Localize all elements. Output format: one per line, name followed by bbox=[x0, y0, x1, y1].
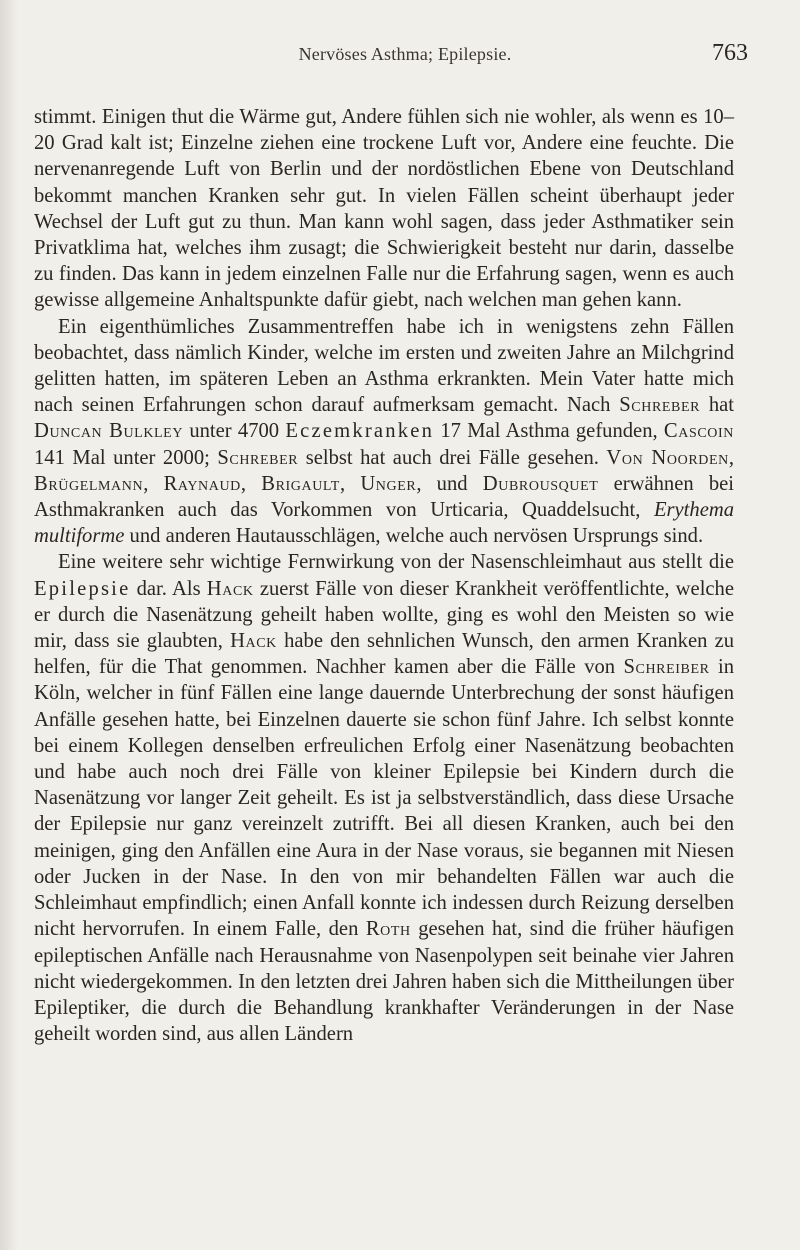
author-name: Raynaud bbox=[163, 472, 241, 495]
page-number: 763 bbox=[712, 40, 748, 66]
running-head: Nervöses Asthma; Epilepsie. bbox=[298, 44, 512, 64]
author-name: Brigault bbox=[261, 472, 340, 495]
paragraph-epilepsy: Eine weitere sehr wichtige Fernwirkung von der Nasenschleimhaut aus stellt die Epilepsie dar. Als Hack zuerst Fälle von dieser Krankheit veröffentlichte, welche er durch die Nasenätzung geheilt haben wollte, ging es wohl den Meisten so wie mir, dass sie glaubten, Hack habe den sehnlichen Wunsch, den armen Kranken zu helfen, für die That genommen. Nachher kamen aber die Fälle von Schreiber in Köln, welcher in fünf Fällen eine lange dauernde Unterbrechung der sonst häufigen Anfälle gesehen hatte, bei Einzelnen dauerte sie schon fünf Jahre. Ich selbst konnte bei einem Kollegen denselben erfreulichen Erfolg einer Nasenätzung beobachten und habe auch noch drei Fälle von kleiner Epilepsie bei Kindern durch die Nasenätzung vor langer Zeit geheilt. Es ist ja selbstverständlich, dass diese Ursache der Epilepsie nur ganz vereinzelt zutrifft. Bei all diesen Kranken, auch bei den meinigen, ging den Anfällen eine Aura in der Nase voraus, sie begannen mit Niesen oder Jucken in der Nase. In den von mir behandelten Fällen war auch die Schleimhaut empfindlich; einen Anfall konnte ich indessen durch Reizung derselben nicht hervorrufen. In einem Falle, den Roth gesehen hat, sind die früher häufigen epileptischen Anfälle nach Herausnahme von Nasenpolypen seit beinahe vier Jahren nicht wiedergekommen. In den letzten drei Jahren haben sich die Mittheilungen über Epileptiker, die durch die Behandlung krankhafter Veränderungen in der Nase geheilt worden sind, aus allen Ländern bbox=[34, 551, 735, 1046]
author-name: Unger bbox=[360, 472, 417, 495]
author-name: Von Noorden bbox=[606, 446, 729, 469]
author-name: Schreber bbox=[619, 394, 701, 417]
author-name: Dubrousquet bbox=[482, 472, 599, 495]
author-name: Schreiber bbox=[623, 656, 710, 679]
paragraph-climate: stimmt. Einigen thut die Wärme gut, Andere fühlen sich nie wohler, als wenn es 10–20 Grad kalt ist; Einzelne ziehen eine trockene Luft vor, Andere eine feuchte. Die nervenanregende Luft von Berlin und der nordöstlichen Ebene von Deutschland bekommt manchen Kranken sehr gut. In vielen Fällen scheint überhaupt jeder Wechsel der Luft gut zu thun. Man kann wohl sagen, dass jeder Asthmatiker sein Privatklima hat, welches ihm zusagt; die Schwierigkeit besteht nur darin, dasselbe zu finden. Das kann in jedem einzelnen Falle nur die Erfahrung sagen, wenn es auch gewisse allgemeine Anhaltspunkte dafür giebt, nach welchen man gehen kann. bbox=[34, 106, 734, 312]
italic-term: Erythema multiforme bbox=[34, 499, 734, 548]
author-name: Roth bbox=[365, 918, 411, 941]
author-name: Hack bbox=[206, 577, 254, 600]
author-name: Duncan Bulkley bbox=[34, 420, 184, 443]
paragraph-eczema-asthma: Ein eigenthümliches Zusammentreffen habe ich in wenigstens zehn Fällen beobachtet, dass nämlich Kinder, welche im ersten und zweiten Jahre an Milchgrind gelitten hatten, im späteren Leben an Asthma erkrankten. Mein Vater hatte mich nach seinen Erfahrungen schon darauf aufmerksam gemacht. Nach Schreber hat Duncan Bulkley unter 4700 Eczemkranken 17 Mal Asthma gefunden, Cascoin 141 Mal unter 2000; Schreber selbst hat auch drei Fälle gesehen. Von Noorden, Brügelmann, Raynaud, Brigault, Unger, und Dubrousquet erwähnen bei Asthmakranken auch das Vorkommen von Urticaria, Quaddelsucht, Erythema multiforme und anderen Hautausschlägen, welche auch nervösen Ursprungs sind. bbox=[34, 315, 735, 548]
page-gutter-shadow bbox=[0, 0, 18, 1250]
author-name: Brügelmann bbox=[34, 472, 144, 495]
spaced-term: Eczemkranken bbox=[285, 420, 435, 443]
spaced-term: Epilepsie bbox=[34, 577, 131, 600]
author-name: Cascoin bbox=[663, 420, 734, 443]
author-name: Schreber bbox=[217, 446, 299, 469]
body-text bbox=[34, 104, 734, 1047]
author-name: Hack bbox=[230, 630, 277, 653]
